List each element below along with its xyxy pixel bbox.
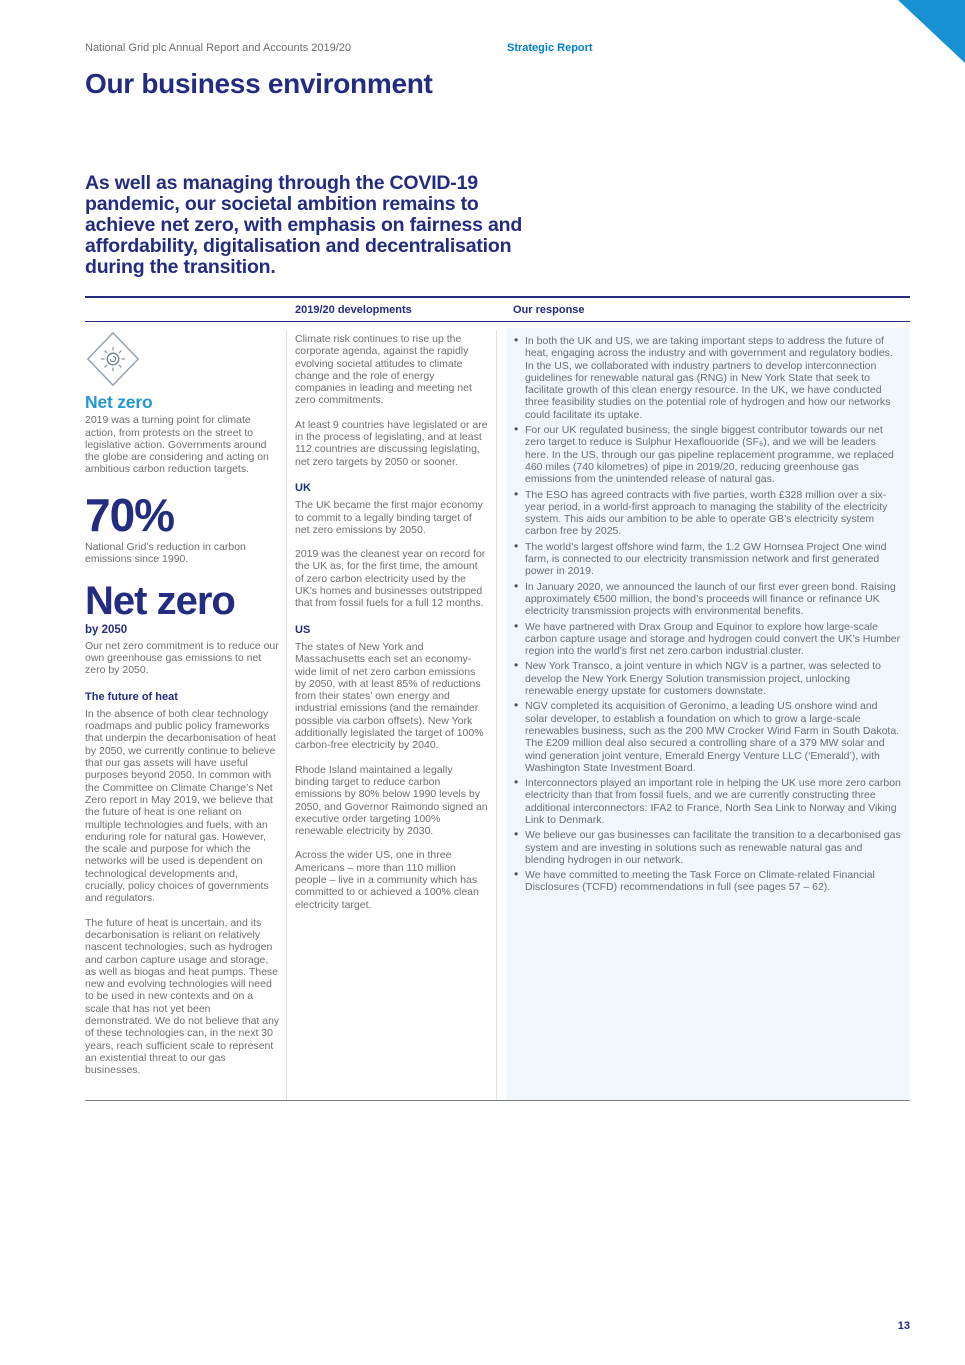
divider-bottom — [85, 1100, 910, 1101]
running-header — [85, 42, 910, 54]
response-bullet: • The ESO has agreed contracts with five parties, worth £328 million over a six-year period, in a world-first approach to managing the stability of the electricity system. This aids our ambition to be able to operate GB’s electricity system carbon free by 2025. — [514, 489, 901, 538]
intro-statement: As well as managing through the COVID-19 pandemic, our societal ambition remains to achieve net zero, with emphasis on fairness and affordability, digitalisation and decentralisation during the transition. — [85, 172, 523, 278]
theme-column — [85, 330, 280, 1088]
developments-column — [295, 333, 488, 923]
developments-paragraph: At least 9 countries have legislated or are in the process of legislating, and at least 112 countries are discussing legislating, net zero targets by 2050 or sooner. — [295, 418, 488, 468]
page-title: Our business environment — [85, 68, 433, 99]
future-of-heat-paragraph: The future of heat is uncertain, and its decarbonisation is reliant on relatively nascent technologies, such as hydrogen and carbon capture usage and storage, as well as biogas and heat pumps. These new and evolving technologies will need to be used in new contexts and on a scale that has not yet been demonstrated. We do not believe that any of these technologies can, in the next 30 years, reach sufficient scale to represent an existential threat to our gas businesses. — [85, 916, 280, 1077]
response-bullet: • For our UK regulated business, the single biggest contributor towards our net zero target to reduce is Sulphur Hexaflouoride (SF₆), and we will be leaders here. In the US, through our gas pipeline replacement programme, we replaced 460 miles (740 kilometres) of pipe in 2019/20, reducing greenhouse gas emissions from the unintended release of natural gas. — [514, 424, 901, 485]
response-bullet: • We believe our gas businesses can facilitate the transition to a decarbonised gas system and are investing in solutions such as renewable natural gas and blending hydrogen in our network. — [514, 829, 901, 866]
response-bullet: • We have partnered with Drax Group and Equinor to explore how large-scale carbon capture usage and storage and hydrogen could convert the UK’s Humber region into the world’s first net zero carbon industrial cluster. — [514, 621, 901, 658]
uk-heading: UK — [295, 481, 311, 494]
response-bullet: • We have committed to meeting the Task Force on Climate-related Financial Disclosures (TCFD) recommendations in full (see pages 57 – 62). — [514, 869, 901, 894]
uk-paragraph: 2019 was the cleanest year on record for the UK as, for the first time, the amount of zero carbon electricity used by the UK’s homes and businesses outstripped that from fossil fuels for a full 12 months. — [295, 548, 486, 610]
us-heading: US — [295, 623, 311, 636]
response-bullet: • Interconnectors played an important role in helping the UK use more zero carbon electricity than that from fossil fuels, and we are currently constructing three additional interconnectors: IFA2 to France, North Sea Link to Norway and Viking Link to Denmark. — [514, 777, 901, 826]
page-number: 13 — [897, 1320, 910, 1332]
section-label: Strategic Report — [507, 42, 593, 54]
column-header-developments: 2019/20 developments — [295, 304, 412, 316]
response-bullet: • NGV completed its acquisition of Geronimo, a leading US onshore wind and solar developer, to establish a foundation on which to grow a large-scale renewables business, such as the 200 MW Crocker Wind Farm in South Dakota. The £209 million deal also secured a controlling share of a 379 MW solar and wind generation joint venture, Emerald Energy Venture LLC (‘Emerald’), with Washington State Investment Board. — [514, 700, 901, 774]
stat-70-caption: National Grid’s reduction in carbon emissions since 1990. — [85, 540, 246, 566]
response-bullet: • The world’s largest offshore wind farm, the 1.2 GW Hornsea Project One wind farm, is connected to our electricity transmission network and first generated power in 2019. — [514, 541, 901, 578]
column-divider — [286, 330, 287, 1100]
future-of-heat-heading: The future of heat — [85, 690, 178, 703]
response-bullet: • In January 2020, we announced the launch of our first ever green bond. Raising approximately €500 million, the bond’s proceeds will finance or refinance UK electricity transmission projects with environmental benefits. — [514, 581, 901, 618]
uk-paragraph: The UK became the first major economy to commit to a legally binding target of net zero emissions by 2050. — [295, 499, 483, 536]
response-bullet: • In both the UK and US, we are taking important steps to address the future of heat, engaging across the industry and with government and regulatory bodies. In the US, we collaborated with industry partners to develop interconnection guidelines for renewable natural gas (RNG) in New York State that seek to facilitate growth of this clean energy resource. In the UK, we have conducted three feasibility studies on the potential role of hydrogen and how our networks could facilitate its uptake. — [514, 335, 901, 421]
lightbulb-diamond-icon — [85, 330, 141, 388]
stat-net-zero-caption: Our net zero commitment is to reduce our own greenhouse gas emissions to net zero by 2050. — [85, 639, 279, 677]
us-paragraph: Across the wider US, one in three Americans – more than 110 million people – live in a community which has committed to or achieved a 100% clean electricity target. — [295, 849, 479, 911]
theme-heading: Net zero — [85, 392, 153, 412]
theme-body: 2019 was a turning point for climate action, from protests on the street to legislative action. Governments around the globe are considering and acting on ambitious carbon reduction targets. — [85, 414, 269, 476]
developments-paragraph: Climate risk continues to rise up the corporate agenda, against the rapidly evolving societal attitudes to climate change and the role of energy companies in leading and meeting net zero commitments. — [295, 333, 472, 407]
response-panel — [506, 328, 910, 1100]
column-header-response: Our response — [513, 304, 585, 316]
divider-top — [85, 296, 910, 298]
us-paragraph: The states of New York and Massachusetts each set an economy-wide limit of net zero carbon emissions by 2050, with at least 85% of reductions from their states’ own energy and industrial emissions (and the remainder possible via carbon offsets). New York additionally legislated the target of 100% carbon-free electricity by 2040. — [295, 640, 484, 752]
response-bullet: • New York Transco, a joint venture in which NGV is a partner, was selected to develop the New York Energy Solution transmission project, unlocking renewable energy upstate for customers downstate. — [514, 660, 901, 697]
stat-net-zero-sub: by 2050 — [85, 624, 128, 637]
report-title: National Grid plc Annual Report and Accounts 2019/20 — [85, 42, 352, 54]
response-bullet-list — [514, 335, 901, 894]
stat-70-percent: 70% — [85, 488, 175, 541]
future-of-heat-paragraph: In the absence of both clear technology roadmaps and public policy frameworks that underpin the decarbonisation of heat by 2050, we currently continue to believe that our gas assets will have useful purposes beyond 2050. In common with the Committee on Climate Change’s Net Zero report in May 2019, we believe that the future of heat is one reliant on multiple technologies and fuels, with an enduring role for natural gas. However, the scale and purpose for which the networks will be used is dependent on technological developments and, crucially, policy choices of governments and regulators. — [85, 707, 276, 905]
divider-under-headers — [85, 321, 910, 322]
us-paragraph: Rhode Island maintained a legally binding target to reduce carbon emissions by 80% below 1990 levels by 2050, and Governor Raimondo signed an executive order targeting 100% renewable electricity by 2030. — [295, 763, 488, 838]
table-header-row — [85, 304, 910, 320]
stat-net-zero: Net zero — [85, 579, 235, 624]
column-divider — [496, 330, 497, 1100]
